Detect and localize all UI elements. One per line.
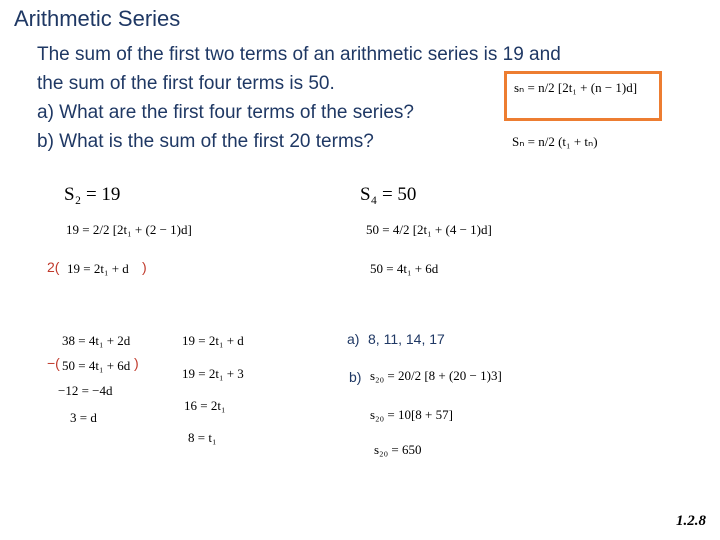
sum-formula-terms: Sₙ = n/2 (t₁ + tₙ) bbox=[512, 134, 598, 149]
sum-formula-general: sₙ = n/2 [2t₁ + (n − 1)d] bbox=[514, 80, 638, 95]
s2-simplified: 19 = 2t₁ + d bbox=[67, 261, 129, 276]
s4-equation: S₄ = 50 bbox=[360, 184, 417, 205]
subtract-open: −( bbox=[47, 355, 60, 371]
answer-a-text: 8, 11, 14, 17 bbox=[368, 331, 445, 347]
problem-line: b) What is the sum of the first 20 terms? bbox=[37, 131, 374, 152]
answer-b-label: b) bbox=[349, 369, 362, 385]
multiply-two-close: ) bbox=[142, 259, 147, 275]
multiply-two-open: 2( bbox=[47, 259, 60, 275]
problem-line: the sum of the first four terms is 50. bbox=[37, 73, 335, 94]
substitution-step: 16 = 2t₁ bbox=[184, 398, 226, 413]
s4-expanded: 50 = 4/2 [2t₁ + (4 − 1)d] bbox=[366, 222, 492, 237]
subtract-close: ) bbox=[134, 355, 139, 371]
problem-line: a) What are the first four terms of the series? bbox=[37, 102, 414, 123]
s2-equation: S₂ = 19 bbox=[64, 184, 121, 205]
answer-b-step: s₂₀ = 20/2 [8 + (20 − 1)3] bbox=[370, 368, 502, 383]
problem-line: The sum of the first two terms of an arithmetic series is 19 and bbox=[37, 44, 561, 65]
slide-number: 1.2.8 bbox=[676, 513, 706, 529]
answer-b-step: s₂₀ = 10[8 + 57] bbox=[370, 407, 453, 422]
elimination-step: 50 = 4t₁ + 6d bbox=[62, 358, 131, 373]
elimination-step: −12 = −4d bbox=[58, 383, 113, 398]
page-title: Arithmetic Series bbox=[14, 6, 181, 31]
elimination-result: 3 = d bbox=[70, 410, 97, 425]
substitution-result: 8 = t₁ bbox=[188, 430, 217, 445]
answer-a-label: a) bbox=[347, 331, 360, 347]
answer-b-result: s₂₀ = 650 bbox=[374, 442, 422, 457]
s2-expanded: 19 = 2/2 [2t₁ + (2 − 1)d] bbox=[66, 222, 192, 237]
substitution-step: 19 = 2t₁ + d bbox=[182, 333, 244, 348]
formula-highlight-box bbox=[504, 71, 662, 121]
elimination-step: 38 = 4t₁ + 2d bbox=[62, 333, 131, 348]
substitution-step: 19 = 2t₁ + 3 bbox=[182, 366, 244, 381]
s4-simplified: 50 = 4t₁ + 6d bbox=[370, 261, 439, 276]
